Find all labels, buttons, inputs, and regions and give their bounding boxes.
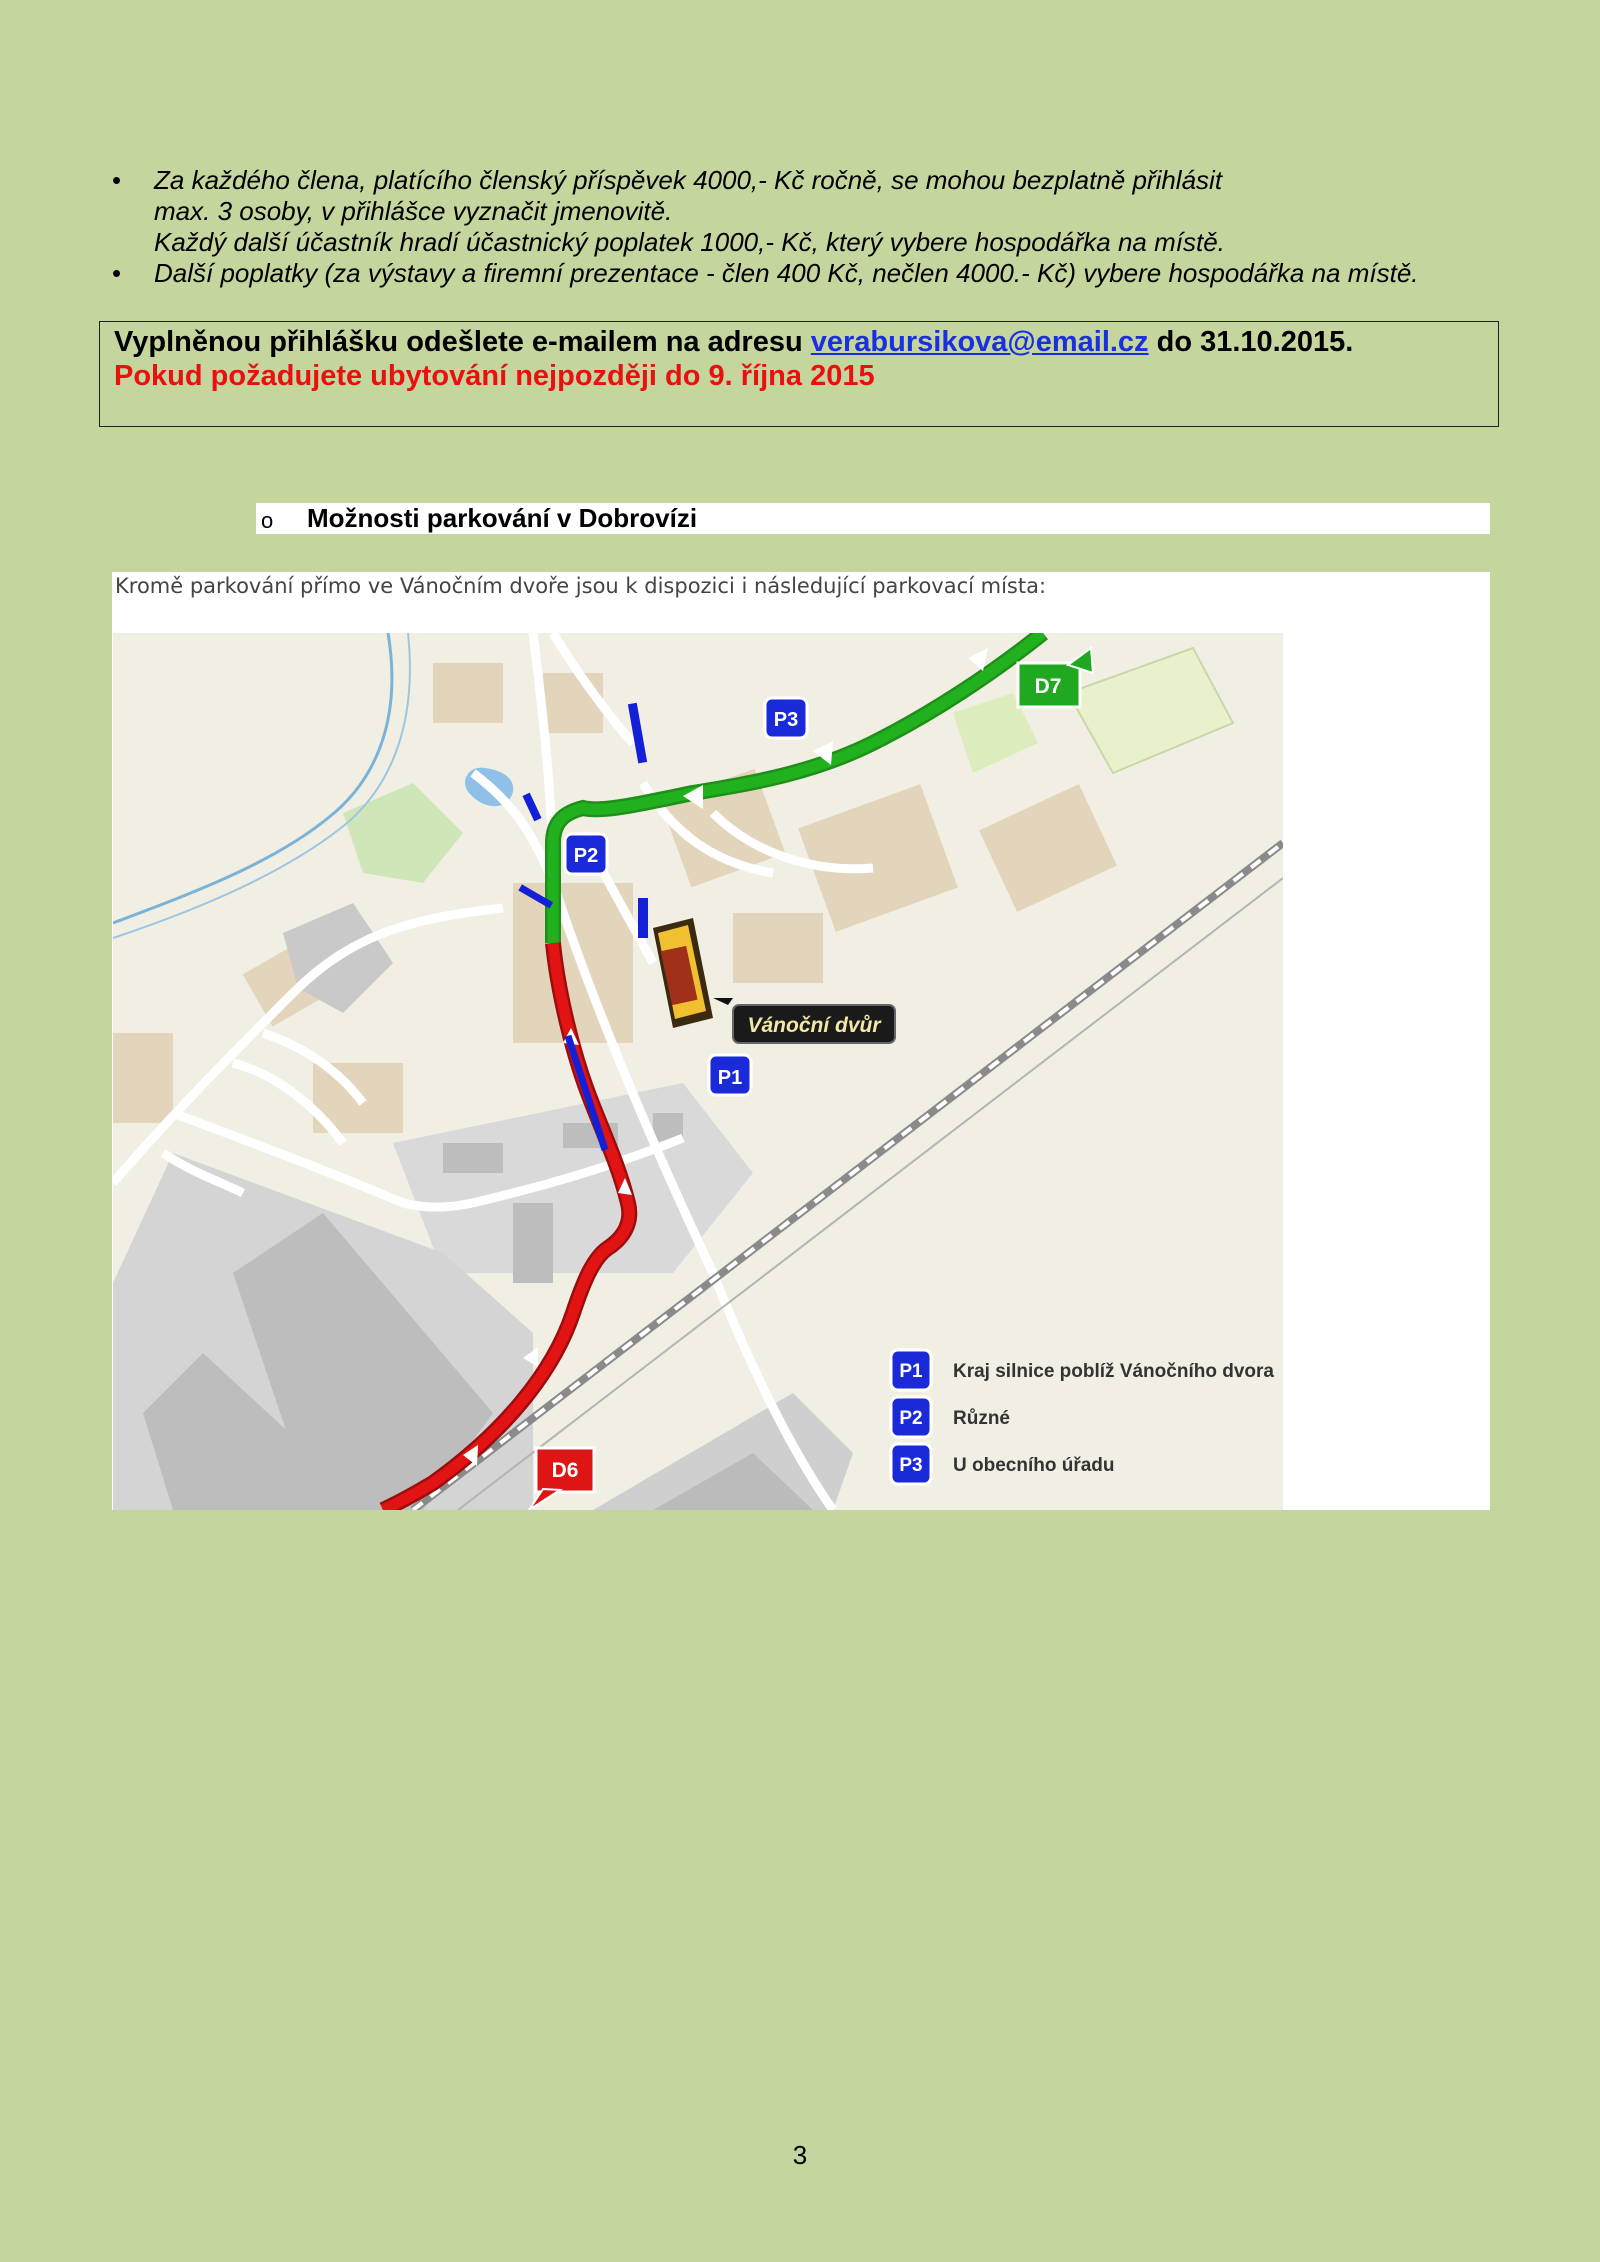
accommodation-deadline: Pokud požadujete ubytování nejpozději do 9. října 2015	[114, 360, 875, 392]
marker-p3-text: P3	[773, 709, 799, 731]
parking-heading-text: Možnosti parkování v Dobrovízi	[307, 503, 698, 533]
bullet-marker: •	[112, 165, 122, 195]
bullet-item	[112, 165, 1512, 196]
venue-label	[713, 998, 895, 1043]
legend-code: P2	[899, 1408, 923, 1429]
parking-panel	[112, 572, 1490, 1510]
legend-text: Kraj silnice poblíž Vánočního dvora	[953, 1361, 1274, 1382]
marker-p1	[709, 1055, 751, 1095]
bullet-text: Za každého člena, platícího členský příspěvek 4000,- Kč ročně, se mohou bezplatně přihlásit	[154, 165, 1223, 195]
heading-bullet: o	[261, 508, 274, 533]
submission-suffix: do 31.10.2015.	[1148, 326, 1354, 358]
marker-d6-text: D6	[551, 1459, 579, 1482]
legend-text: U obecního úřadu	[953, 1455, 1115, 1476]
bullet-text: Další poplatky (za výstavy a firemní prezentace - člen 400 Kč, nečlen 4000.- Kč) vybere hospodářka na místě.	[154, 258, 1419, 288]
bullet-item	[112, 258, 1512, 289]
venue-label-text: Vánoční dvůr	[747, 1014, 881, 1037]
marker-d7-text: D7	[1034, 675, 1062, 698]
marker-p1-text: P1	[717, 1067, 743, 1089]
parking-heading	[256, 503, 1490, 534]
marker-p2-text: P2	[573, 845, 599, 867]
legend-code: P3	[899, 1455, 923, 1476]
fee-bullet-list	[112, 165, 1512, 289]
email-link[interactable]: verabursikova@email.cz	[810, 326, 1149, 358]
marker-p3	[765, 698, 807, 738]
parking-intro: Kromě parkování přímo ve Vánočním dvoře jsou k dispozici i následující parkovací místa:	[115, 574, 1047, 598]
parking-map	[113, 633, 1283, 1510]
bullet-continuation: Každý další účastník hradí účastnický poplatek 1000,- Kč, který vybere hospodářka na místě.	[154, 227, 1225, 257]
legend-code: P1	[899, 1361, 923, 1382]
legend-text: Různé	[953, 1408, 1010, 1429]
marker-p2	[565, 834, 607, 874]
page-number: 3	[792, 2140, 808, 2170]
submission-line	[114, 325, 1484, 359]
submission-notice-box	[99, 321, 1499, 427]
bullet-marker: •	[112, 258, 122, 288]
submission-prefix: Vyplněnou přihlášku odešlete e-mailem na adresu	[114, 326, 811, 358]
bullet-continuation: max. 3 osoby, v přihlášce vyznačit jmenovitě.	[154, 196, 673, 226]
